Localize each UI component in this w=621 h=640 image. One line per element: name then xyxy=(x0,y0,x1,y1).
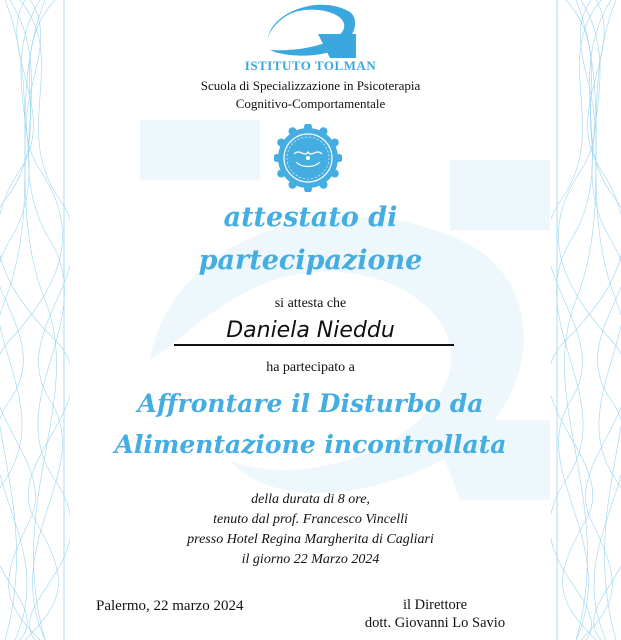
director-name: dott. Giovanni Lo Savio xyxy=(364,615,506,631)
attests-text: si attesta che xyxy=(274,296,347,311)
details-line1: della durata di 8 ore, xyxy=(251,492,370,507)
certificate-title-line1: attestato di xyxy=(223,202,398,233)
course-title-line2: Alimentazione incontrollata xyxy=(114,430,507,459)
recipient-name: Daniela Nieddu xyxy=(226,318,395,343)
director-title: il Direttore xyxy=(402,597,468,613)
name-underline xyxy=(174,344,454,346)
certificate-title-line2: partecipazione xyxy=(198,245,423,276)
institute-subtitle-line2: Cognitivo-Comportamentale xyxy=(235,96,386,111)
place-date: Palermo, 22 marzo 2024 xyxy=(96,598,244,614)
director-block xyxy=(340,596,530,632)
institute-name: ISTITUTO TOLMAN xyxy=(244,58,377,73)
details-line2: tenuto dal prof. Francesco Vincelli xyxy=(213,512,408,527)
details-line4: il giorno 22 Marzo 2024 xyxy=(241,552,380,567)
institute-subtitle-line1: Scuola di Specializzazione in Psicoterapia xyxy=(200,78,421,93)
seal-badge-icon xyxy=(274,124,342,192)
participated-text: ha partecipato a xyxy=(266,360,355,375)
institute-logo xyxy=(260,0,360,60)
course-title-line1: Affrontare il Disturbo da xyxy=(137,389,484,418)
details-line3: presso Hotel Regina Margherita di Cagliari xyxy=(187,532,434,547)
